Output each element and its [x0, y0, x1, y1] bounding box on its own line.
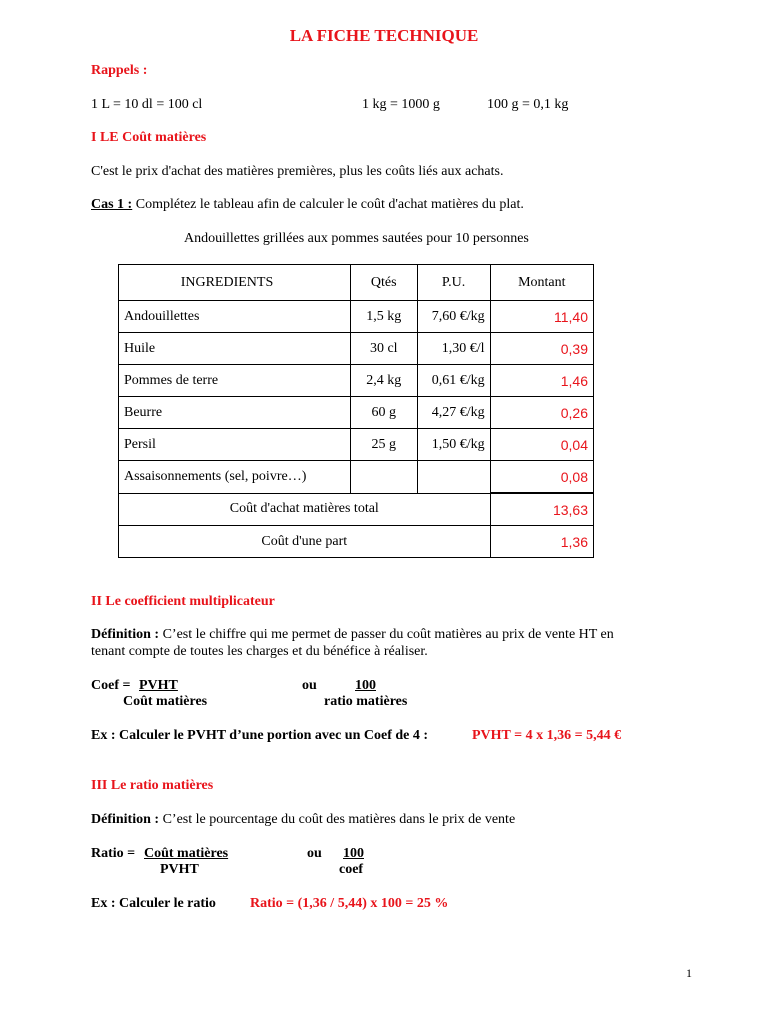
table-caption: Andouillettes grillées aux pommes sautées pour 10 personnes: [184, 231, 529, 246]
cell-pu: 4,27 €/kg: [417, 397, 490, 429]
section1-heading: I LE Coût matières: [91, 130, 207, 145]
example2-label: Ex : Calculer le PVHT d’une portion avec un Coef de 4 :: [91, 728, 429, 743]
coef-alt-denominator: ratio matières: [324, 694, 408, 709]
cell-qty: 1,5 kg: [350, 301, 417, 333]
cell-amount: 0,04: [490, 429, 593, 461]
ratio-numerator: Coût matières: [144, 846, 229, 861]
cell-amount: 0,08: [490, 461, 593, 494]
coef-ou: ou: [302, 678, 317, 693]
ratio-alt-numerator: 100: [343, 846, 364, 861]
cell-ingredient: Andouillettes: [119, 301, 351, 333]
cell-pu: 0,61 €/kg: [417, 365, 490, 397]
part-label: Coût d'une part: [119, 526, 491, 558]
table-row: [119, 397, 594, 429]
definition-label: Définition :: [91, 812, 160, 827]
definition-text: C’est le chiffre qui me permet de passer du coût matières au prix de vente HT en: [159, 627, 614, 642]
ingredients-table: [118, 264, 594, 558]
example3-answer: Ratio = (1,36 / 5,44) x 100 = 25 %: [250, 896, 449, 911]
header-pu: P.U.: [417, 265, 490, 301]
example3-label: Ex : Calculer le ratio: [91, 896, 216, 911]
table-row: [119, 301, 594, 333]
coef-alt-numerator: 100: [355, 678, 376, 693]
header-ingredients: INGREDIENTS: [119, 265, 351, 301]
cell-amount: 11,40: [490, 301, 593, 333]
ratio-ou: ou: [307, 846, 322, 861]
part-row: [119, 526, 594, 558]
total-row: [119, 493, 594, 526]
definition-text: C’est le pourcentage du coût des matières dans le prix de vente: [159, 812, 516, 827]
table-header-row: [119, 265, 594, 301]
cas-line: [91, 197, 524, 213]
cell-ingredient: Beurre: [119, 397, 351, 429]
definition-label: Définition :: [91, 627, 160, 642]
ratio-denominator: PVHT: [160, 862, 199, 877]
cell-pu: 1,30 €/l: [417, 333, 490, 365]
cell-qty: 2,4 kg: [350, 365, 417, 397]
total-label: Coût d'achat matières total: [119, 493, 491, 526]
cell-qty: [350, 461, 417, 494]
section3-heading: III Le ratio matières: [91, 778, 214, 793]
table-row: [119, 461, 594, 494]
part-value: 1,36: [490, 526, 593, 558]
section1-intro: C'est le prix d'achat des matières premières, plus les coûts liés aux achats.: [91, 164, 504, 179]
cell-ingredient: Pommes de terre: [119, 365, 351, 397]
table-row: [119, 429, 594, 461]
cell-ingredient: Huile: [119, 333, 351, 365]
rappel-item: 1 kg = 1000 g: [362, 97, 440, 112]
total-value: 13,63: [490, 493, 593, 526]
ratio-formula-label: Ratio =: [91, 846, 136, 861]
table-row: [119, 365, 594, 397]
cas-text: Complétez le tableau afin de calculer le coût d'achat matières du plat.: [132, 197, 524, 212]
rappel-item: 100 g = 0,1 kg: [487, 97, 569, 112]
page-number: 1: [686, 966, 692, 980]
section2-definition: [91, 627, 614, 643]
cell-pu: [417, 461, 490, 494]
example2-answer: PVHT = 4 x 1,36 = 5,44 €: [472, 728, 622, 743]
coef-formula-label: Coef =: [91, 678, 131, 693]
cell-qty: 25 g: [350, 429, 417, 461]
cell-pu: 1,50 €/kg: [417, 429, 490, 461]
cell-ingredient: Persil: [119, 429, 351, 461]
definition-text-cont: tenant compte de toutes les charges et du bénéfice à réaliser.: [91, 644, 428, 659]
ratio-alt-denominator: coef: [339, 862, 364, 877]
section3-definition: [91, 812, 515, 828]
rappel-item: 1 L = 10 dl = 100 cl: [91, 97, 203, 112]
page-title: LA FICHE TECHNIQUE: [289, 26, 479, 45]
cell-ingredient: Assaisonnements (sel, poivre…): [119, 461, 351, 494]
cell-qty: 30 cl: [350, 333, 417, 365]
cell-amount: 0,39: [490, 333, 593, 365]
coef-denominator: Coût matières: [123, 694, 208, 709]
header-qty: Qtés: [350, 265, 417, 301]
cell-amount: 0,26: [490, 397, 593, 429]
table-row: [119, 333, 594, 365]
coef-numerator: PVHT: [139, 678, 178, 693]
cell-amount: 1,46: [490, 365, 593, 397]
header-amount: Montant: [490, 265, 593, 301]
rappels-heading: Rappels :: [91, 63, 148, 78]
cas-label: Cas 1 :: [91, 197, 133, 212]
section2-heading: II Le coefficient multiplicateur: [91, 594, 275, 609]
cell-pu: 7,60 €/kg: [417, 301, 490, 333]
cell-qty: 60 g: [350, 397, 417, 429]
